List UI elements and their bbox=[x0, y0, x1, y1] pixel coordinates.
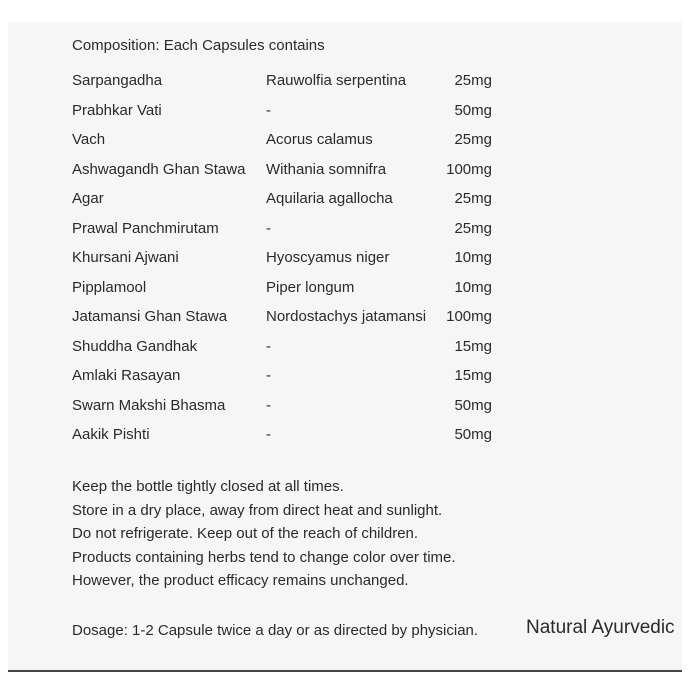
ingredient-name: Prawal Panchmirutam bbox=[72, 219, 219, 237]
storage-notes bbox=[72, 475, 456, 593]
ingredient-name: Ashwagandh Ghan Stawa bbox=[72, 160, 246, 178]
ingredient-name: Shuddha Gandhak bbox=[72, 337, 198, 355]
ingredient-latin-name: Piper longum bbox=[266, 278, 355, 296]
ingredient-row bbox=[72, 72, 512, 102]
ingredient-dose: 50mg bbox=[454, 396, 492, 414]
composition-title: Composition: Each Capsules contains bbox=[72, 37, 325, 54]
ingredient-name: Prabhkar Vati bbox=[72, 101, 162, 119]
ingredient-latin-name: - bbox=[266, 426, 271, 443]
label-panel bbox=[8, 22, 682, 672]
ingredient-name: Vach bbox=[72, 131, 106, 148]
note-line: Products containing herbs tend to change color over time. bbox=[72, 548, 456, 566]
ingredient-name: Amlaki Rasayan bbox=[72, 367, 181, 384]
ingredient-latin-name: Nordostachys jatamansi bbox=[266, 308, 427, 325]
ingredient-latin-name: - bbox=[266, 337, 271, 355]
ingredient-name: Swarn Makshi Bhasma bbox=[72, 396, 226, 414]
ingredient-row bbox=[72, 367, 512, 397]
ingredient-latin-name: Acorus calamus bbox=[266, 131, 373, 148]
ingredient-row bbox=[72, 102, 512, 132]
ingredient-dose: 15mg bbox=[454, 367, 492, 384]
ingredient-dose: 25mg bbox=[454, 131, 492, 148]
ingredient-row bbox=[72, 397, 512, 427]
note-line: Do not refrigerate. Keep out of the reach of children. bbox=[72, 525, 419, 542]
ingredient-latin-name: - bbox=[266, 219, 271, 237]
ingredient-latin-name: Rauwolfia serpentina bbox=[266, 72, 407, 89]
ingredient-row bbox=[72, 279, 512, 309]
ingredient-row bbox=[72, 249, 512, 279]
ingredient-dose: 100mg bbox=[446, 308, 492, 325]
ingredient-row bbox=[72, 161, 512, 191]
ingredient-name: Agar bbox=[72, 190, 104, 207]
ingredient-name: Sarpangadha bbox=[72, 72, 163, 89]
ingredient-list bbox=[72, 72, 512, 456]
brand-tagline: Natural Ayurvedic bbox=[526, 617, 675, 638]
ingredient-latin-name: - bbox=[266, 396, 271, 414]
ingredient-row bbox=[72, 190, 512, 220]
dosage-instructions: Dosage: 1-2 Capsule twice a day or as directed by physician. bbox=[72, 622, 479, 639]
ingredient-name: Aakik Pishti bbox=[72, 426, 150, 443]
note-line: However, the product efficacy remains unchanged. bbox=[72, 572, 409, 589]
ingredient-latin-name: Hyoscyamus niger bbox=[266, 249, 390, 266]
ingredient-latin-name: Withania somnifra bbox=[266, 160, 387, 178]
ingredient-row bbox=[72, 308, 512, 338]
ingredient-dose: 50mg bbox=[454, 101, 492, 119]
ingredient-row bbox=[72, 131, 512, 161]
ingredient-latin-name: - bbox=[266, 367, 271, 384]
ingredient-name: Jatamansi Ghan Stawa bbox=[72, 308, 228, 325]
ingredient-dose: 10mg bbox=[454, 249, 492, 266]
ingredient-latin-name: Aquilaria agallocha bbox=[266, 190, 393, 207]
ingredient-name: Khursani Ajwani bbox=[72, 249, 179, 266]
ingredient-dose: 25mg bbox=[454, 219, 492, 237]
ingredient-dose: 100mg bbox=[446, 160, 492, 178]
ingredient-dose: 10mg bbox=[454, 278, 492, 296]
ingredient-dose: 15mg bbox=[454, 337, 492, 355]
ingredient-row bbox=[72, 426, 512, 456]
ingredient-dose: 50mg bbox=[454, 426, 492, 443]
ingredient-name: Pipplamool bbox=[72, 278, 147, 296]
ingredient-latin-name: - bbox=[266, 101, 271, 119]
ingredient-row bbox=[72, 338, 512, 368]
ingredient-row bbox=[72, 220, 512, 250]
ingredient-dose: 25mg bbox=[454, 190, 492, 207]
note-line: Keep the bottle tightly closed at all times. bbox=[72, 478, 344, 495]
ingredient-dose: 25mg bbox=[454, 72, 492, 89]
note-line: Store in a dry place, away from direct heat and sunlight. bbox=[72, 501, 443, 519]
